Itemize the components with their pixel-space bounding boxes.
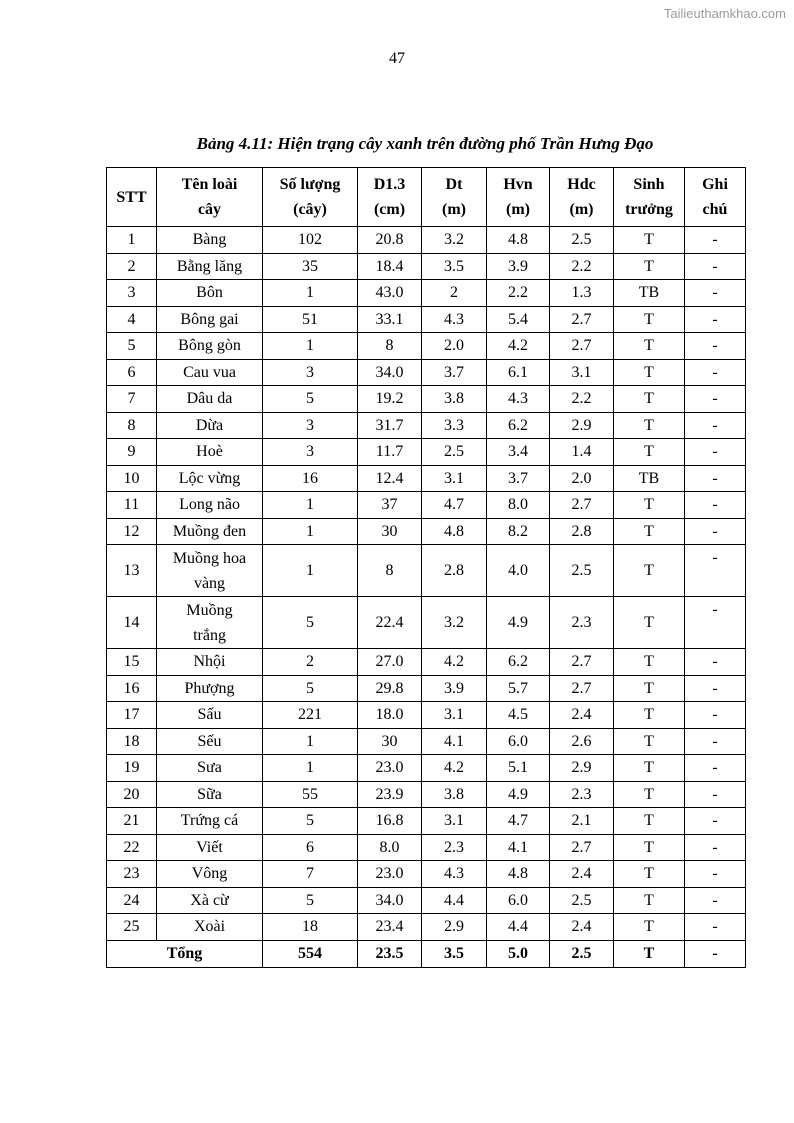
header-species-line1: Tên loài — [181, 176, 238, 193]
table-row — [107, 227, 746, 254]
cell-dt: 2.8 — [422, 545, 487, 597]
cell-quantity: 5 — [263, 887, 358, 914]
cell-quantity: 1 — [263, 518, 358, 545]
cell-hdc: 2.7 — [550, 649, 614, 676]
header-growth — [614, 168, 685, 227]
watermark-text: Tailieuthamkhao.com — [663, 6, 786, 21]
header-note-line1: Ghi — [702, 176, 728, 193]
cell-quantity: 1 — [263, 755, 358, 782]
table-row — [107, 439, 746, 466]
cell-d13: 23.4 — [358, 914, 422, 941]
cell-dt: 2.3 — [422, 834, 487, 861]
cell-hvn: 4.3 — [487, 386, 550, 413]
cell-hvn: 6.0 — [487, 887, 550, 914]
cell-hdc: 2.5 — [550, 227, 614, 254]
cell-quantity: 221 — [263, 702, 358, 729]
table-row — [107, 675, 746, 702]
cell-quantity: 51 — [263, 306, 358, 333]
table-caption: Bảng 4.11: Hiện trạng cây xanh trên đường phố Trần Hưng Đạo — [196, 134, 654, 153]
cell-d13: 11.7 — [358, 439, 422, 466]
header-note — [685, 168, 746, 227]
cell-growth: T — [614, 545, 685, 597]
cell-stt: 7 — [107, 386, 157, 413]
cell-note: - — [685, 649, 746, 676]
cell-hvn: 4.9 — [487, 781, 550, 808]
header-d13 — [358, 168, 422, 227]
tree-inventory-table — [106, 167, 746, 968]
cell-hvn: 8.2 — [487, 518, 550, 545]
cell-quantity: 3 — [263, 359, 358, 386]
header-note-line2: chú — [702, 201, 728, 218]
cell-growth: T — [614, 386, 685, 413]
cell-d13: 23.0 — [358, 861, 422, 888]
cell-species: Xà cừ — [157, 887, 263, 914]
table-row — [107, 333, 746, 360]
cell-species: Sưa — [157, 755, 263, 782]
cell-hvn: 3.9 — [487, 253, 550, 280]
table-row — [107, 861, 746, 888]
header-growth-line1: Sinh — [633, 176, 665, 193]
cell-dt: 2.5 — [422, 439, 487, 466]
cell-species: Trứng cá — [157, 808, 263, 835]
cell-hdc: 2.5 — [550, 887, 614, 914]
cell-species: Bôn — [157, 280, 263, 307]
cell-species: Viết — [157, 834, 263, 861]
total-growth: T — [614, 940, 685, 967]
cell-note: - — [685, 465, 746, 492]
species-line1: Muồng — [186, 601, 233, 619]
cell-hvn: 4.7 — [487, 808, 550, 835]
cell-growth: T — [614, 439, 685, 466]
table-row — [107, 834, 746, 861]
cell-d13: 30 — [358, 728, 422, 755]
cell-note: - — [685, 755, 746, 782]
cell-dt: 4.8 — [422, 518, 487, 545]
total-label: Tổng — [107, 940, 263, 967]
header-dt — [422, 168, 487, 227]
cell-growth: T — [614, 253, 685, 280]
cell-stt: 2 — [107, 253, 157, 280]
header-hdc-line1: Hdc — [567, 176, 596, 193]
table-row — [107, 492, 746, 519]
table-row — [107, 359, 746, 386]
cell-growth: T — [614, 861, 685, 888]
cell-hvn: 5.1 — [487, 755, 550, 782]
table-row — [107, 597, 746, 649]
species-line1: Muồng hoa — [172, 549, 247, 567]
cell-hvn: 8.0 — [487, 492, 550, 519]
cell-stt: 10 — [107, 465, 157, 492]
header-quantity — [263, 168, 358, 227]
cell-hdc: 3.1 — [550, 359, 614, 386]
cell-hvn: 2.2 — [487, 280, 550, 307]
table-row — [107, 518, 746, 545]
cell-hvn: 4.9 — [487, 597, 550, 649]
cell-d13: 29.8 — [358, 675, 422, 702]
cell-dt: 3.8 — [422, 386, 487, 413]
cell-hdc: 2.5 — [550, 545, 614, 597]
cell-hvn: 4.5 — [487, 702, 550, 729]
cell-stt: 21 — [107, 808, 157, 835]
page-number: 47 — [389, 50, 405, 67]
cell-growth: T — [614, 914, 685, 941]
cell-species: Bàng — [157, 227, 263, 254]
cell-quantity: 35 — [263, 253, 358, 280]
cell-growth: T — [614, 675, 685, 702]
table-row — [107, 545, 746, 597]
table-row — [107, 914, 746, 941]
cell-stt: 3 — [107, 280, 157, 307]
cell-species: Sấu — [157, 702, 263, 729]
cell-hdc: 2.9 — [550, 412, 614, 439]
cell-growth: T — [614, 412, 685, 439]
cell-dt: 4.7 — [422, 492, 487, 519]
cell-quantity: 2 — [263, 649, 358, 676]
cell-stt: 6 — [107, 359, 157, 386]
cell-note: - — [685, 887, 746, 914]
table-row — [107, 412, 746, 439]
total-hvn: 5.0 — [487, 940, 550, 967]
total-hdc: 2.5 — [550, 940, 614, 967]
cell-d13: 30 — [358, 518, 422, 545]
cell-note: - — [685, 359, 746, 386]
cell-hdc: 2.3 — [550, 781, 614, 808]
cell-stt: 8 — [107, 412, 157, 439]
cell-species: Lộc vừng — [157, 465, 263, 492]
cell-quantity: 5 — [263, 675, 358, 702]
cell-d13: 8.0 — [358, 834, 422, 861]
cell-species: Dâu da — [157, 386, 263, 413]
cell-hdc: 2.9 — [550, 755, 614, 782]
cell-quantity: 5 — [263, 597, 358, 649]
header-hdc — [550, 168, 614, 227]
cell-stt: 13 — [107, 545, 157, 597]
cell-note: - — [685, 333, 746, 360]
cell-hvn: 6.2 — [487, 649, 550, 676]
cell-quantity: 1 — [263, 333, 358, 360]
cell-growth: T — [614, 887, 685, 914]
header-hvn — [487, 168, 550, 227]
cell-stt: 25 — [107, 914, 157, 941]
total-d13: 23.5 — [358, 940, 422, 967]
cell-d13: 33.1 — [358, 306, 422, 333]
cell-species: Vông — [157, 861, 263, 888]
cell-quantity: 3 — [263, 412, 358, 439]
total-row — [107, 940, 746, 967]
cell-hvn: 3.4 — [487, 439, 550, 466]
cell-hvn: 4.8 — [487, 227, 550, 254]
cell-species: Sếu — [157, 728, 263, 755]
table-row — [107, 808, 746, 835]
cell-quantity: 55 — [263, 781, 358, 808]
cell-hvn: 4.8 — [487, 861, 550, 888]
total-dt: 3.5 — [422, 940, 487, 967]
cell-d13: 23.0 — [358, 755, 422, 782]
cell-quantity: 102 — [263, 227, 358, 254]
cell-growth: TB — [614, 280, 685, 307]
table-row — [107, 702, 746, 729]
cell-hvn: 5.4 — [487, 306, 550, 333]
cell-dt: 2 — [422, 280, 487, 307]
cell-note: - — [685, 702, 746, 729]
cell-note: - — [685, 834, 746, 861]
header-dt-line1: Dt — [445, 176, 463, 193]
cell-growth: T — [614, 808, 685, 835]
cell-quantity: 5 — [263, 386, 358, 413]
header-d13-line1: D1.3 — [373, 176, 406, 193]
cell-stt: 14 — [107, 597, 157, 649]
cell-quantity: 1 — [263, 492, 358, 519]
cell-hvn: 4.2 — [487, 333, 550, 360]
cell-dt: 3.5 — [422, 253, 487, 280]
cell-hdc: 2.7 — [550, 306, 614, 333]
cell-hdc: 2.3 — [550, 597, 614, 649]
cell-growth: T — [614, 781, 685, 808]
cell-note: - — [685, 227, 746, 254]
cell-dt: 4.1 — [422, 728, 487, 755]
cell-species: Dừa — [157, 412, 263, 439]
cell-stt: 9 — [107, 439, 157, 466]
header-d13-line2: (cm) — [373, 201, 406, 218]
table-row — [107, 887, 746, 914]
header-hvn-line1: Hvn — [503, 176, 533, 193]
table-row — [107, 280, 746, 307]
cell-hdc: 2.2 — [550, 253, 614, 280]
cell-dt: 3.1 — [422, 702, 487, 729]
cell-dt: 4.3 — [422, 861, 487, 888]
cell-hdc: 2.6 — [550, 728, 614, 755]
cell-hdc: 2.2 — [550, 386, 614, 413]
cell-hdc: 1.3 — [550, 280, 614, 307]
cell-growth: T — [614, 728, 685, 755]
header-species — [157, 168, 263, 227]
cell-dt: 3.1 — [422, 465, 487, 492]
cell-stt: 12 — [107, 518, 157, 545]
cell-hdc: 2.8 — [550, 518, 614, 545]
cell-hvn: 4.4 — [487, 914, 550, 941]
cell-growth: T — [614, 834, 685, 861]
cell-stt: 20 — [107, 781, 157, 808]
cell-dt: 3.3 — [422, 412, 487, 439]
cell-hdc: 2.7 — [550, 333, 614, 360]
header-species-line2: cây — [197, 201, 222, 218]
cell-hvn: 5.7 — [487, 675, 550, 702]
total-note: - — [685, 940, 746, 967]
cell-quantity: 1 — [263, 280, 358, 307]
cell-stt: 11 — [107, 492, 157, 519]
cell-dt: 3.9 — [422, 675, 487, 702]
cell-species: Xoài — [157, 914, 263, 941]
cell-hvn: 4.1 — [487, 834, 550, 861]
cell-note: - — [685, 597, 746, 649]
cell-hdc: 2.7 — [550, 834, 614, 861]
cell-stt: 22 — [107, 834, 157, 861]
header-row — [107, 168, 746, 227]
cell-growth: TB — [614, 465, 685, 492]
cell-hdc: 1.4 — [550, 439, 614, 466]
cell-species: Bông gai — [157, 306, 263, 333]
total-quantity: 554 — [263, 940, 358, 967]
cell-species: Nhội — [157, 649, 263, 676]
cell-dt: 4.3 — [422, 306, 487, 333]
cell-species: Long não — [157, 492, 263, 519]
cell-stt: 4 — [107, 306, 157, 333]
cell-note: - — [685, 675, 746, 702]
cell-growth: T — [614, 492, 685, 519]
cell-quantity: 6 — [263, 834, 358, 861]
cell-d13: 43.0 — [358, 280, 422, 307]
cell-growth: T — [614, 649, 685, 676]
cell-quantity: 5 — [263, 808, 358, 835]
cell-note: - — [685, 914, 746, 941]
cell-note: - — [685, 861, 746, 888]
cell-species: Bằng lăng — [157, 253, 263, 280]
cell-stt: 17 — [107, 702, 157, 729]
cell-quantity: 18 — [263, 914, 358, 941]
cell-d13: 8 — [358, 545, 422, 597]
species-line2: vàng — [193, 574, 226, 592]
cell-note: - — [685, 386, 746, 413]
cell-note: - — [685, 280, 746, 307]
cell-hdc: 2.7 — [550, 492, 614, 519]
cell-note: - — [685, 492, 746, 519]
cell-growth: T — [614, 518, 685, 545]
cell-species — [157, 545, 263, 597]
cell-d13: 8 — [358, 333, 422, 360]
table-row — [107, 781, 746, 808]
cell-dt: 2.0 — [422, 333, 487, 360]
cell-note: - — [685, 306, 746, 333]
cell-hdc: 2.1 — [550, 808, 614, 835]
cell-hvn: 4.0 — [487, 545, 550, 597]
cell-hvn: 6.0 — [487, 728, 550, 755]
cell-stt: 18 — [107, 728, 157, 755]
cell-hdc: 2.4 — [550, 861, 614, 888]
cell-note: - — [685, 781, 746, 808]
cell-species: Cau vua — [157, 359, 263, 386]
header-hdc-line2: (m) — [569, 201, 594, 218]
table-row — [107, 728, 746, 755]
cell-d13: 37 — [358, 492, 422, 519]
cell-stt: 15 — [107, 649, 157, 676]
cell-note: - — [685, 412, 746, 439]
cell-hvn: 6.2 — [487, 412, 550, 439]
cell-dt: 4.4 — [422, 887, 487, 914]
cell-growth: T — [614, 359, 685, 386]
cell-dt: 3.8 — [422, 781, 487, 808]
cell-dt: 3.2 — [422, 227, 487, 254]
cell-hvn: 3.7 — [487, 465, 550, 492]
cell-growth: T — [614, 597, 685, 649]
cell-dt: 3.7 — [422, 359, 487, 386]
cell-growth: T — [614, 755, 685, 782]
cell-stt: 16 — [107, 675, 157, 702]
cell-species: Hoè — [157, 439, 263, 466]
header-quantity-line2: (cây) — [293, 201, 327, 218]
cell-quantity: 16 — [263, 465, 358, 492]
cell-growth: T — [614, 702, 685, 729]
cell-hdc: 2.0 — [550, 465, 614, 492]
cell-d13: 18.4 — [358, 253, 422, 280]
cell-d13: 34.0 — [358, 887, 422, 914]
cell-dt: 3.2 — [422, 597, 487, 649]
cell-d13: 16.8 — [358, 808, 422, 835]
cell-stt: 24 — [107, 887, 157, 914]
header-stt: STT — [107, 168, 157, 227]
cell-hdc: 2.4 — [550, 702, 614, 729]
cell-quantity: 1 — [263, 728, 358, 755]
cell-note: - — [685, 728, 746, 755]
header-quantity-line1: Số lượng — [279, 176, 341, 193]
cell-growth: T — [614, 306, 685, 333]
cell-species: Bông gòn — [157, 333, 263, 360]
cell-stt: 1 — [107, 227, 157, 254]
cell-note: - — [685, 253, 746, 280]
cell-dt: 2.9 — [422, 914, 487, 941]
cell-quantity: 7 — [263, 861, 358, 888]
header-growth-line2: trưởng — [625, 201, 673, 218]
table-row — [107, 306, 746, 333]
header-dt-line2: (m) — [442, 201, 466, 218]
cell-note: - — [685, 545, 746, 597]
table-row — [107, 649, 746, 676]
cell-d13: 22.4 — [358, 597, 422, 649]
cell-species — [157, 597, 263, 649]
cell-species: Sữa — [157, 781, 263, 808]
cell-dt: 4.2 — [422, 649, 487, 676]
header-hvn-line2: (m) — [506, 201, 530, 218]
cell-stt: 23 — [107, 861, 157, 888]
cell-note: - — [685, 808, 746, 835]
cell-d13: 18.0 — [358, 702, 422, 729]
cell-hvn: 6.1 — [487, 359, 550, 386]
cell-species: Muồng đen — [157, 518, 263, 545]
cell-hdc: 2.4 — [550, 914, 614, 941]
table-row — [107, 253, 746, 280]
cell-d13: 27.0 — [358, 649, 422, 676]
cell-d13: 34.0 — [358, 359, 422, 386]
cell-quantity: 3 — [263, 439, 358, 466]
table-row — [107, 386, 746, 413]
cell-dt: 3.1 — [422, 808, 487, 835]
cell-d13: 23.9 — [358, 781, 422, 808]
cell-hdc: 2.7 — [550, 675, 614, 702]
table-row — [107, 755, 746, 782]
table-row — [107, 465, 746, 492]
cell-d13: 19.2 — [358, 386, 422, 413]
species-line2: trắng — [193, 626, 226, 644]
cell-quantity: 1 — [263, 545, 358, 597]
cell-growth: T — [614, 227, 685, 254]
cell-d13: 31.7 — [358, 412, 422, 439]
cell-d13: 20.8 — [358, 227, 422, 254]
cell-note: - — [685, 518, 746, 545]
cell-note: - — [685, 439, 746, 466]
cell-growth: T — [614, 333, 685, 360]
cell-dt: 4.2 — [422, 755, 487, 782]
cell-stt: 5 — [107, 333, 157, 360]
cell-species: Phượng — [157, 675, 263, 702]
cell-stt: 19 — [107, 755, 157, 782]
cell-d13: 12.4 — [358, 465, 422, 492]
